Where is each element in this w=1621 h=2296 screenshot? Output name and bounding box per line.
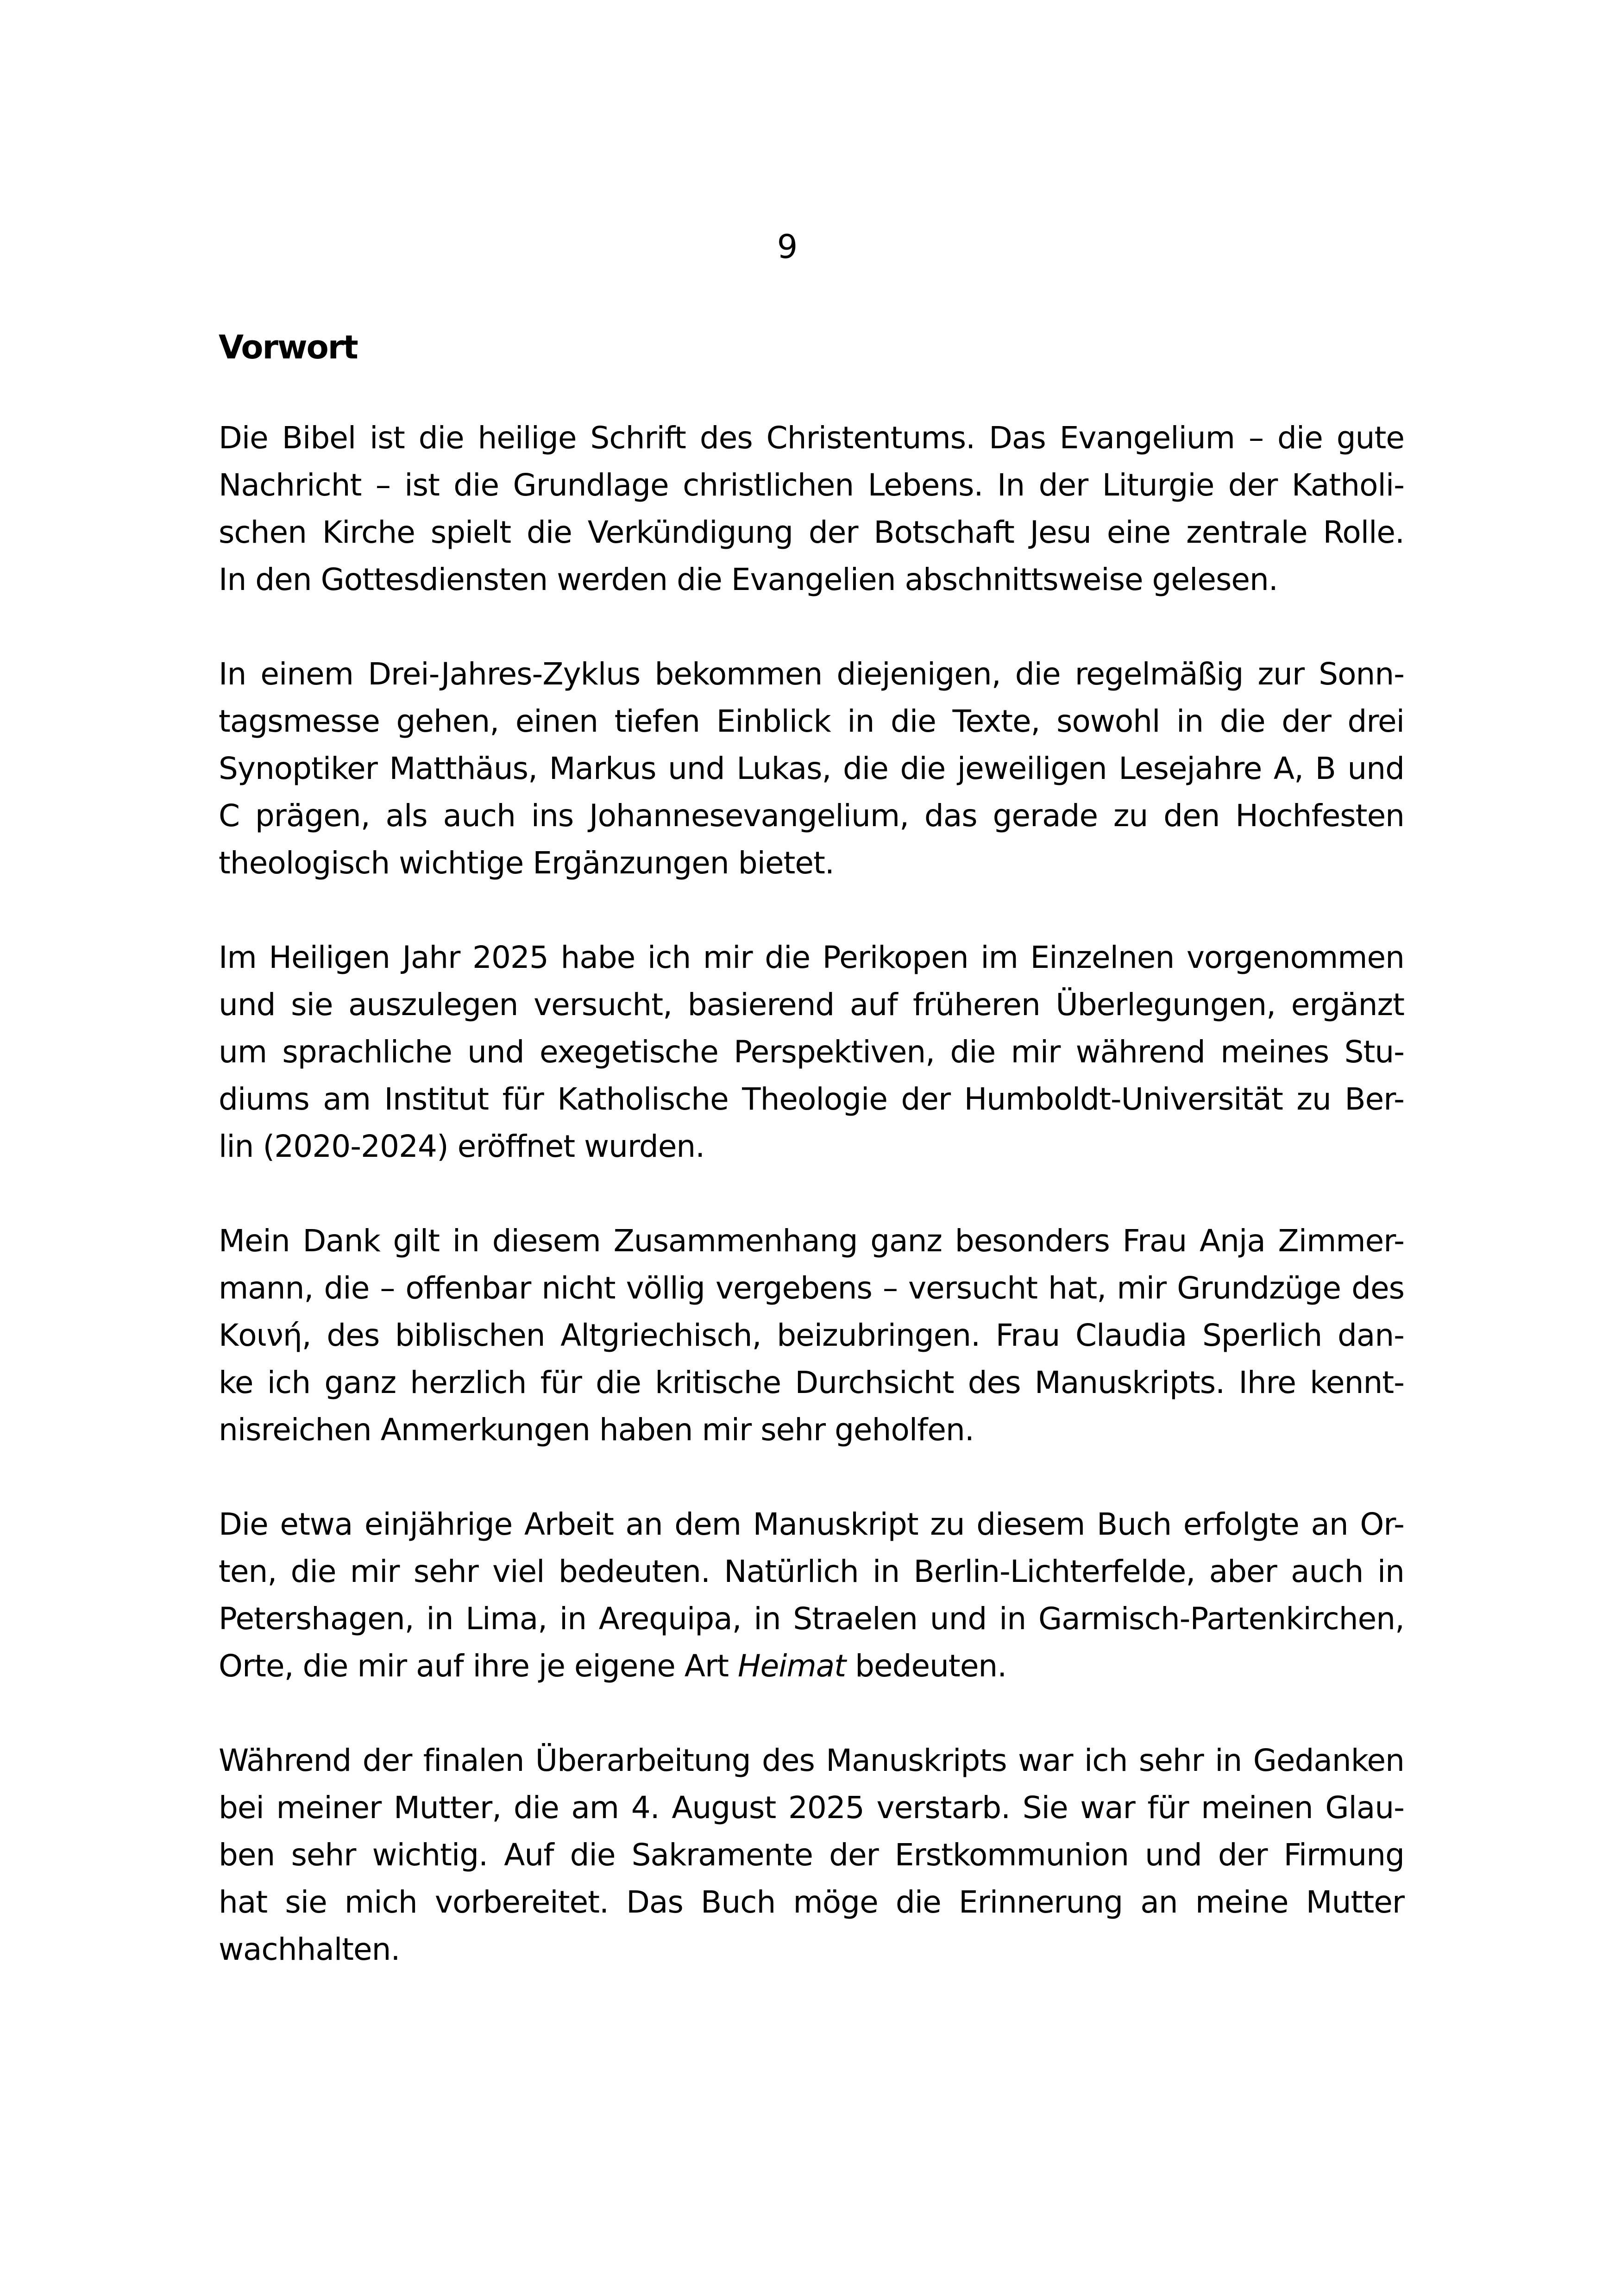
text-line: bei meiner Mutter, die am 4. August 2025 verstarb. Sie war für meinen Glau-	[219, 1790, 1404, 1826]
text-line: diums am Institut für Katholische Theologie der Humboldt-Universität zu Ber-	[219, 1081, 1404, 1117]
text-fragment: bedeuten.	[846, 1648, 1007, 1684]
text-line: ben sehr wichtig. Auf die Sakramente der Erstkommunion und der Firmung	[219, 1837, 1404, 1873]
paragraph-6	[219, 1737, 1404, 1973]
text-line: nisreichen Anmerkungen haben mir sehr geholfen.	[219, 1412, 974, 1448]
text-line: Petershagen, in Lima, in Arequipa, in Straelen und in Garmisch-Partenkirchen,	[219, 1601, 1404, 1637]
page-title: Vorwort	[219, 328, 358, 366]
text-line: tagsmesse gehen, einen tiefen Einblick in die Texte, sowohl in die der drei	[219, 703, 1404, 739]
text-line: ten, die mir sehr viel bedeuten. Natürlich in Berlin-Lichterfelde, aber auch in	[219, 1554, 1404, 1589]
page-number: 9	[777, 228, 798, 266]
text-line: Synoptiker Matthäus, Markus und Lukas, die die jeweiligen Lesejahre A, B und	[219, 751, 1404, 786]
body-text	[219, 414, 1404, 2020]
text-line: Mein Dank gilt in diesem Zusammenhang ganz besonders Frau Anja Zimmer-	[219, 1223, 1404, 1259]
paragraph-3	[219, 934, 1404, 1170]
text-line: mann, die – offenbar nicht völlig vergebens – versucht hat, mir Grundzüge des	[219, 1270, 1404, 1306]
text-line: hat sie mich vorbereitet. Das Buch möge die Erinnerung an meine Mutter	[219, 1884, 1404, 1920]
text-line: wachhalten.	[219, 1932, 400, 1967]
text-line: um sprachliche und exegetische Perspektiven, die mir während meines Stu-	[219, 1034, 1404, 1070]
paragraph-1	[219, 414, 1404, 603]
text-line: Während der finalen Überarbeitung des Manuskripts war ich sehr in Gedanken	[219, 1743, 1404, 1778]
text-line: theologisch wichtige Ergänzungen bietet.	[219, 845, 834, 881]
emphasized-word: Heimat	[737, 1648, 846, 1684]
text-line: lin (2020-2024) eröffnet wurden.	[219, 1129, 705, 1164]
paragraph-5	[219, 1501, 1404, 1690]
text-line: Die etwa einjährige Arbeit an dem Manuskript zu diesem Buch erfolgte an Or-	[219, 1506, 1404, 1542]
text-line	[219, 1643, 1404, 1690]
text-line: schen Kirche spielt die Verkündigung der Botschaft Jesu eine zentrale Rolle.	[219, 514, 1404, 550]
text-fragment: Orte, die mir auf ihre je eigene Art	[219, 1648, 738, 1684]
text-line: In einem Drei-Jahres-Zyklus bekommen diejenigen, die regelmäßig zur Sonn-	[219, 656, 1404, 692]
text-line: ke ich ganz herzlich für die kritische Durchsicht des Manuskripts. Ihre kennt-	[219, 1365, 1404, 1400]
paragraph-2	[219, 651, 1404, 887]
text-line: Die Bibel ist die heilige Schrift des Christentums. Das Evangelium – die gute	[219, 420, 1404, 456]
text-line: Nachricht – ist die Grundlage christlichen Lebens. In der Liturgie der Katholi-	[219, 467, 1404, 503]
paragraph-4	[219, 1217, 1404, 1454]
text-line: und sie auszulegen versucht, basierend auf früheren Überlegungen, ergänzt	[219, 987, 1404, 1023]
text-line: In den Gottesdiensten werden die Evangelien abschnittsweise gelesen.	[219, 562, 1278, 597]
text-line: Κοινή, des biblischen Altgriechisch, beizubringen. Frau Claudia Sperlich dan-	[219, 1317, 1404, 1353]
text-line: C prägen, als auch ins Johannesevangelium, das gerade zu den Hochfesten	[219, 798, 1404, 834]
text-line: Im Heiligen Jahr 2025 habe ich mir die Perikopen im Einzelnen vorgenommen	[219, 940, 1404, 975]
